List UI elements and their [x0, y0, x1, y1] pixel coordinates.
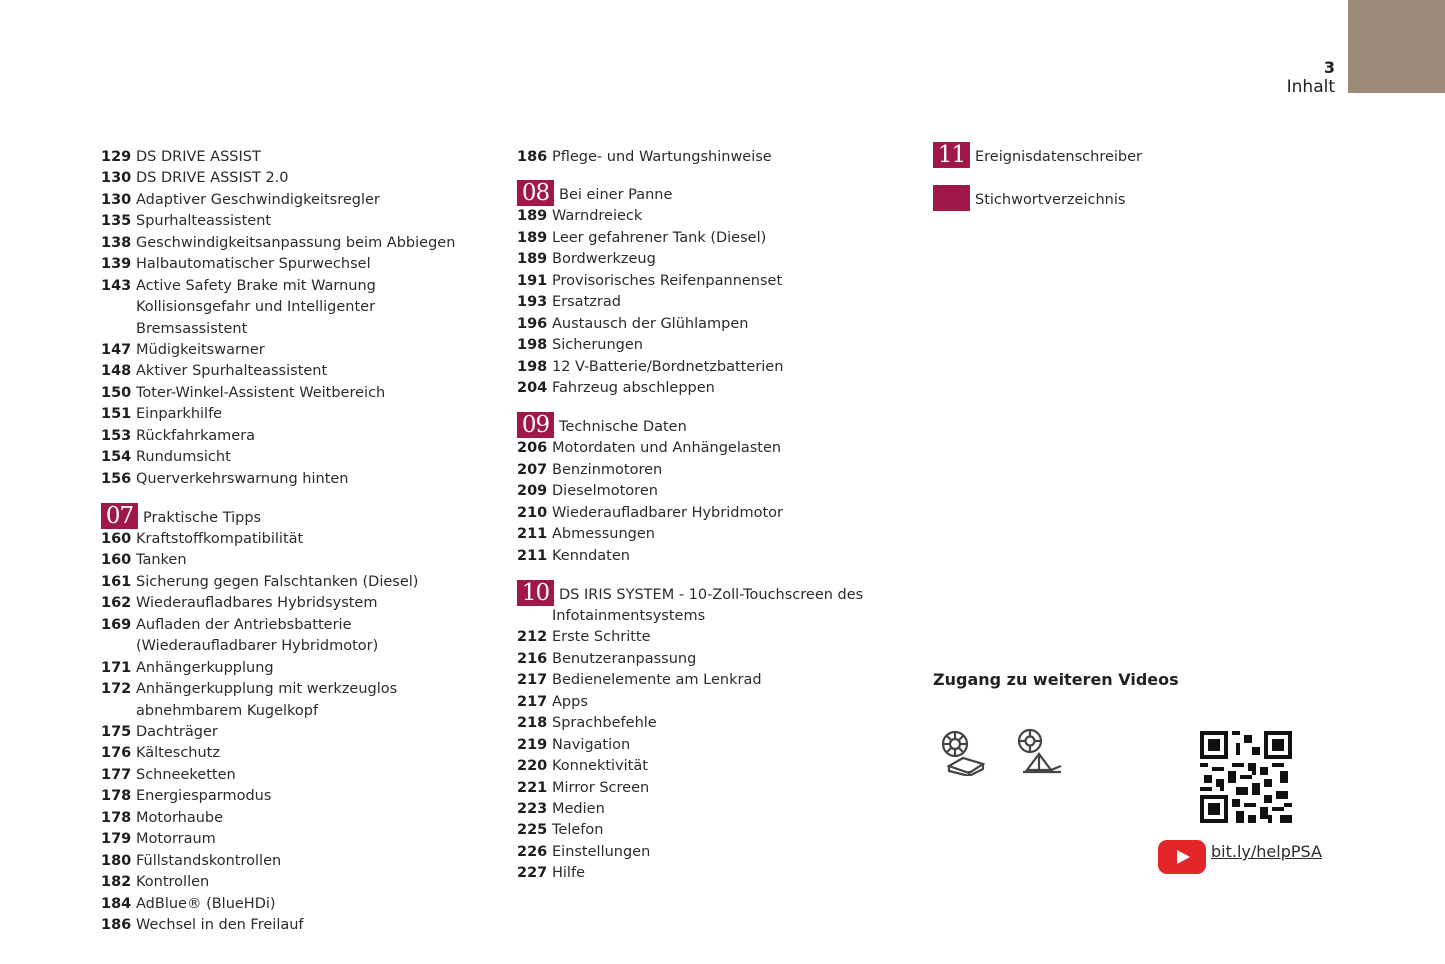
toc-entry-title: Fahrzeug abschleppen	[552, 379, 715, 396]
toc-page-number: 130	[101, 191, 132, 208]
toc-page-number: 175	[101, 724, 132, 741]
toc-entry-title: Telefon	[552, 822, 604, 839]
toc-entry[interactable]	[101, 872, 501, 893]
toc-entry[interactable]	[517, 249, 917, 270]
toc-entry-title: Bedienelemente am Lenkrad	[552, 672, 762, 689]
toc-entry-title: DS DRIVE ASSIST 2.0	[136, 170, 289, 187]
toc-entry-title: Rückfahrkamera	[136, 427, 256, 444]
toc-entry[interactable]	[517, 378, 917, 399]
toc-entry-title: AdBlue® (BlueHDi)	[136, 895, 276, 912]
toc-entry-title: Kontrollen	[136, 874, 210, 891]
wheel-jack-icon[interactable]	[1013, 726, 1063, 776]
toc-entry[interactable]	[517, 438, 917, 459]
toc-entry[interactable]	[101, 722, 501, 743]
section-corner-tab	[1348, 0, 1445, 93]
toc-page-number: 211	[517, 547, 548, 564]
toc-page-number: 206	[517, 440, 548, 457]
toc-entry[interactable]	[101, 340, 501, 361]
toc-entry[interactable]	[101, 233, 501, 254]
index-heading[interactable]	[933, 184, 1353, 211]
toc-page-number: 189	[517, 208, 548, 225]
toc-entry-title: Schneeketten	[136, 766, 236, 783]
toc-entry-title: Sicherung gegen Falschtanken (Diesel)	[136, 573, 419, 590]
toc-entry[interactable]	[101, 808, 501, 829]
toc-page-number: 210	[517, 504, 548, 521]
toc-page-number: 177	[101, 766, 132, 783]
toc-page-number: 220	[517, 758, 548, 775]
toc-page-number: 148	[101, 363, 132, 380]
toc-entry[interactable]	[101, 679, 501, 722]
toc-entry-title: Abmessungen	[552, 526, 655, 543]
toc-entry-title: Wechsel in den Freilauf	[136, 916, 304, 933]
toc-entry[interactable]	[101, 658, 501, 679]
toc-page-number: 172	[101, 681, 132, 698]
toc-entry-title: Hilfe	[552, 865, 585, 882]
toc-page-number: 212	[517, 629, 548, 646]
toc-page-number: 135	[101, 213, 132, 230]
toc-page-number: 198	[517, 337, 548, 354]
toc-entry[interactable]	[101, 572, 501, 593]
toc-page-number: 150	[101, 384, 132, 401]
toc-page-number: 186	[517, 149, 548, 165]
toc-entry-title: Erste Schritte	[552, 629, 651, 646]
toc-entry-title: Benutzeranpassung	[552, 650, 697, 667]
toc-entry[interactable]	[517, 842, 917, 863]
toc-entry-title: Spurhalteassistent	[136, 213, 272, 230]
chapter-number-box: 08	[517, 180, 554, 206]
chapter-title: Praktische Tipps	[143, 510, 262, 527]
toc-entry-title: Wiederaufladbares Hybridsystem	[136, 595, 378, 612]
toc-page-number: 223	[517, 800, 548, 817]
tyre-repair-kit-icon[interactable]	[937, 726, 987, 776]
toc-entry[interactable]	[517, 627, 917, 648]
toc-entry-title: Warndreieck	[552, 208, 643, 225]
toc-entry[interactable]	[101, 915, 501, 936]
toc-entry-title: Kälteschutz	[136, 745, 220, 762]
toc-entry[interactable]	[517, 778, 917, 799]
page-number: 3	[1323, 58, 1335, 77]
toc-entry-title: Adaptiver Geschwindigkeitsregler	[136, 191, 380, 208]
toc-entry-title: Active Safety Brake mit Warnung Kollisionsgefahr und Intelligenter Bremsassistent	[136, 277, 376, 337]
toc-page-number: 193	[517, 294, 548, 311]
toc-entry-title: Bordwerkzeug	[552, 251, 656, 268]
toc-page-number: 189	[517, 229, 548, 246]
toc-entry[interactable]	[101, 765, 501, 786]
toc-entry[interactable]	[101, 190, 501, 211]
toc-page-number: 169	[101, 616, 132, 633]
toc-entry-title: Pflege- und Wartungshinweise	[552, 149, 772, 165]
toc-column-2	[517, 147, 917, 885]
qr-code[interactable]	[1200, 731, 1292, 823]
toc-page-number: 204	[517, 379, 548, 396]
toc-entry[interactable]	[101, 426, 501, 447]
toc-entry[interactable]	[517, 692, 917, 713]
toc-entry-title: Anhängerkupplung	[136, 659, 274, 676]
toc-page-number: 182	[101, 874, 132, 891]
toc-entry-title: Konnektivität	[552, 758, 648, 775]
toc-entry[interactable]	[101, 786, 501, 807]
toc-entry-title: Motorraum	[136, 831, 216, 848]
toc-entry-title: Apps	[552, 693, 588, 710]
toc-entry[interactable]	[517, 357, 917, 378]
toc-page-number: 160	[101, 531, 132, 548]
toc-page-number: 171	[101, 659, 132, 676]
toc-entry-title: Leer gefahrener Tank (Diesel)	[552, 229, 767, 246]
chapter-07-heading[interactable]	[101, 502, 501, 529]
toc-entry[interactable]	[517, 147, 917, 168]
toc-entry[interactable]	[517, 546, 917, 567]
youtube-icon[interactable]	[1158, 840, 1206, 874]
toc-entry-title: Toter-Winkel-Assistent Weitbereich	[136, 384, 386, 401]
toc-entry-title: Rundumsicht	[136, 449, 231, 466]
toc-page-number: 176	[101, 745, 132, 762]
toc-entry[interactable]	[517, 335, 917, 356]
toc-page-number: 162	[101, 595, 132, 612]
toc-page-number: 139	[101, 256, 132, 273]
toc-entry[interactable]	[517, 863, 917, 884]
videos-heading: Zugang zu weiteren Videos	[933, 670, 1179, 689]
chapter-title: DS IRIS SYSTEM - 10-Zoll-Touchscreen des	[559, 587, 864, 603]
toc-entry[interactable]	[517, 799, 917, 820]
toc-column-3	[933, 141, 1353, 211]
toc-page-number: 156	[101, 470, 132, 487]
toc-page-number: 217	[517, 693, 548, 710]
toc-page-number: 160	[101, 552, 132, 569]
toc-entry-title: Sicherungen	[552, 337, 643, 354]
toc-entry[interactable]	[101, 383, 501, 404]
chapter-title: Ereignisdatenschreiber	[975, 149, 1143, 165]
toc-page-number: 211	[517, 526, 548, 543]
toc-entry[interactable]	[101, 168, 501, 189]
toc-page-number: 178	[101, 788, 132, 805]
toc-entry[interactable]	[101, 147, 501, 168]
chapter-09-heading[interactable]	[517, 411, 917, 438]
toc-entry-title: Halbautomatischer Spurwechsel	[136, 256, 371, 273]
toc-entry-title: Tanken	[136, 552, 187, 569]
toc-entry[interactable]	[101, 447, 501, 468]
toc-entry[interactable]	[517, 206, 917, 227]
toc-column-1	[101, 147, 501, 936]
toc-entry-title: Austausch der Glühlampen	[552, 315, 749, 332]
chapter-number-box: 07	[101, 503, 138, 529]
toc-page-number: 207	[517, 461, 548, 478]
toc-entry-title: Provisorisches Reifenpannenset	[552, 272, 783, 289]
toc-entry[interactable]	[517, 756, 917, 777]
toc-page-number: 143	[101, 277, 132, 294]
toc-entry-title: Füllstandskontrollen	[136, 852, 282, 869]
toc-entry-title: Medien	[552, 800, 605, 817]
toc-page-number: 196	[517, 315, 548, 332]
toc-entry[interactable]	[101, 550, 501, 571]
page-section-title: Inhalt	[1286, 77, 1335, 97]
toc-entry-title: DS DRIVE ASSIST	[136, 149, 261, 165]
chapter-08-heading[interactable]	[517, 179, 917, 206]
toc-entry[interactable]	[517, 735, 917, 756]
help-video-link[interactable]: bit.ly/helpPSA	[1211, 842, 1322, 861]
chapter-number-box: 11	[933, 142, 970, 168]
toc-entry-title: Mirror Screen	[552, 779, 650, 796]
toc-page-number: 153	[101, 427, 132, 444]
toc-entry-title: Wiederaufladbarer Hybridmotor	[552, 504, 783, 521]
index-box	[933, 185, 970, 211]
toc-entry[interactable]	[101, 211, 501, 232]
toc-page-number: 151	[101, 406, 132, 423]
toc-page-number: 179	[101, 831, 132, 848]
toc-page-number: 216	[517, 650, 548, 667]
chapter-title: Bei einer Panne	[559, 187, 673, 204]
toc-entry-title: Einparkhilfe	[136, 406, 223, 423]
toc-entry[interactable]	[517, 271, 917, 292]
toc-entry-title: Einstellungen	[552, 843, 651, 860]
chapter-number-box: 09	[517, 412, 554, 438]
toc-page-number: 186	[101, 916, 132, 933]
toc-entry-title: Kenndaten	[552, 547, 630, 564]
toc-page-number: 209	[517, 483, 548, 500]
toc-entry[interactable]	[101, 593, 501, 614]
toc-entry[interactable]	[517, 670, 917, 691]
toc-entry-title: Navigation	[552, 736, 631, 753]
toc-entry-title: Geschwindigkeitsanpassung beim Abbiegen	[136, 234, 456, 251]
toc-entry[interactable]	[101, 743, 501, 764]
toc-entry[interactable]	[101, 404, 501, 425]
toc-entry[interactable]	[101, 894, 501, 915]
toc-entry-title: Querverkehrswarnung hinten	[136, 470, 349, 487]
toc-entry[interactable]	[517, 314, 917, 335]
chapter-number-box: 10	[517, 580, 554, 606]
toc-page-number: 227	[517, 865, 548, 882]
toc-entry-title: Benzinmotoren	[552, 461, 663, 478]
toc-page-number: 130	[101, 170, 132, 187]
toc-page-number: 161	[101, 573, 132, 590]
chapter-11-heading[interactable]	[933, 141, 1353, 168]
toc-page-number: 219	[517, 736, 548, 753]
toc-page-number: 191	[517, 272, 548, 289]
toc-entry-title: Ersatzrad	[552, 294, 621, 311]
toc-entry-title: Motorhaube	[136, 809, 224, 826]
toc-entry-title: Müdigkeitswarner	[136, 341, 265, 358]
toc-page-number: 180	[101, 852, 132, 869]
toc-entry[interactable]	[101, 276, 501, 340]
toc-page-number: 178	[101, 809, 132, 826]
toc-entry-title: Energiesparmodus	[136, 788, 272, 805]
toc-page-number: 147	[101, 341, 132, 358]
toc-page-number: 184	[101, 895, 132, 912]
toc-entry-title: 12 V-Batterie/Bordnetzbatterien	[552, 358, 784, 375]
toc-entry-title: Aktiver Spurhalteassistent	[136, 363, 328, 380]
toc-entry-title: Aufladen der Antriebsbatterie (Wiederaufladbarer Hybridmotor)	[136, 616, 379, 655]
toc-entry[interactable]	[101, 615, 501, 658]
chapter-title-continuation: Infotainmentsystems	[552, 608, 706, 624]
toc-entry[interactable]	[101, 254, 501, 275]
toc-entry[interactable]	[517, 460, 917, 481]
toc-page-number: 218	[517, 715, 548, 732]
toc-entry-title: Sprachbefehle	[552, 715, 657, 732]
toc-page-number: 226	[517, 843, 548, 860]
toc-page-number: 225	[517, 822, 548, 839]
toc-entry[interactable]	[517, 713, 917, 734]
chapter-10-heading[interactable]	[517, 579, 917, 606]
toc-entry[interactable]	[517, 524, 917, 545]
toc-entry[interactable]	[101, 829, 501, 850]
toc-entry[interactable]	[101, 361, 501, 382]
toc-entry-title: Dieselmotoren	[552, 483, 658, 500]
toc-entry[interactable]	[517, 649, 917, 670]
toc-entry[interactable]	[517, 820, 917, 841]
toc-page-number: 198	[517, 358, 548, 375]
toc-page-number: 221	[517, 779, 548, 796]
toc-entry-title: Dachträger	[136, 724, 218, 741]
toc-entry-title: Motordaten und Anhängelasten	[552, 440, 782, 457]
toc-page-number: 217	[517, 672, 548, 689]
toc-entry[interactable]	[517, 228, 917, 249]
chapter-title: Technische Daten	[559, 419, 687, 436]
toc-entry[interactable]	[101, 469, 501, 490]
toc-page-number: 129	[101, 149, 132, 165]
toc-entry[interactable]	[517, 481, 917, 502]
toc-entry[interactable]	[517, 503, 917, 524]
toc-entry[interactable]	[101, 851, 501, 872]
toc-page-number: 154	[101, 449, 132, 466]
toc-page-number: 189	[517, 251, 548, 268]
index-title: Stichwortverzeichnis	[975, 192, 1126, 208]
toc-entry[interactable]	[101, 529, 501, 550]
toc-page-number: 138	[101, 234, 132, 251]
toc-entry[interactable]	[517, 292, 917, 313]
toc-entry-title: Kraftstoffkompatibilität	[136, 531, 304, 548]
toc-entry-title: Anhängerkupplung mit werkzeuglos abnehmbarem Kugelkopf	[136, 681, 398, 719]
